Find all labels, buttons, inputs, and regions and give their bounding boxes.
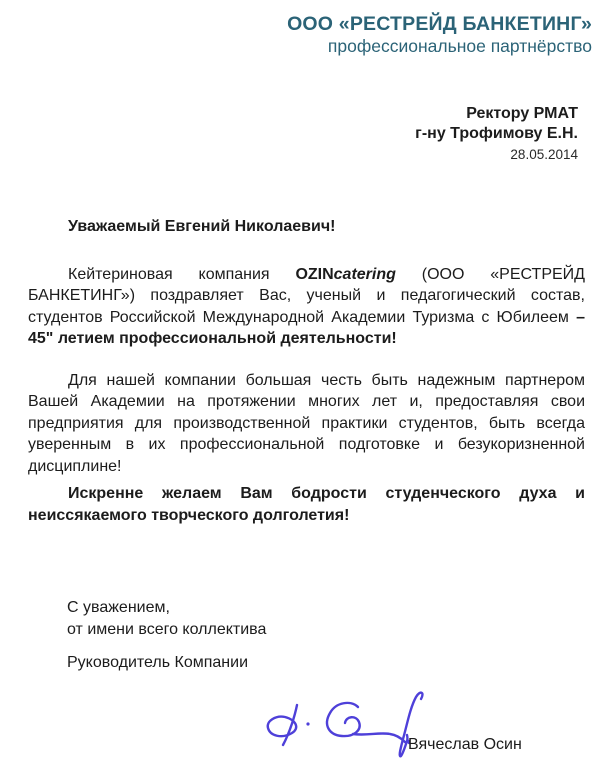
paragraph-wishes: Искренне желаем Вам бодрости студенческого духа и неиссякаемого творческого долголетия! [28, 485, 585, 524]
paragraph-lead: Кейтериновая компания [68, 265, 296, 283]
company-name: ООО «РЕСТРЕЙД БАНКЕТИНГ» [287, 13, 592, 35]
signature-area [67, 674, 585, 765]
letter-body [28, 216, 585, 526]
recipient-title: Ректору РМАТ [466, 105, 578, 122]
paragraph-partnership: Для нашей компании большая честь быть надежным партнером Вашей Академии на протяжении многих лет и, предоставляя свои предприятия для производственной практики студентов, быть всегда уверенным в их профессиональной подготовке и безукоризненной дисциплине! [28, 371, 585, 475]
salutation: Уважаемый Евгений Николаевич! [68, 218, 336, 235]
letter-date: 28.05.2014 [510, 147, 578, 162]
company-tagline: профессиональное партнёрство [327, 36, 592, 56]
paragraph-congrats [28, 264, 585, 350]
signer-name: Вячеслав Осин [408, 735, 522, 753]
signer-title: Руководитель Компании [67, 654, 249, 671]
closing-block [67, 597, 585, 765]
brand-catering: catering [333, 265, 396, 283]
recipient-name: г-ну Трофимову Е.Н. [415, 125, 578, 142]
recipient-block [0, 104, 600, 163]
closing-regards: С уважением, [67, 599, 170, 616]
brand-ozin: OZIN [295, 265, 334, 283]
letterhead [0, 0, 600, 57]
closing-collective: от имени всего коллектива [67, 620, 267, 638]
anniversary-emphasis: – 45" летием профессиональной деятельности! [28, 308, 585, 347]
paragraph-mid: (ООО «РЕСТРЕЙД БАНКЕТИНГ») поздравляет Вас, ученый и педагогический состав, студентов Российской Международной Академии Туризма с Юбилеем [28, 265, 585, 326]
